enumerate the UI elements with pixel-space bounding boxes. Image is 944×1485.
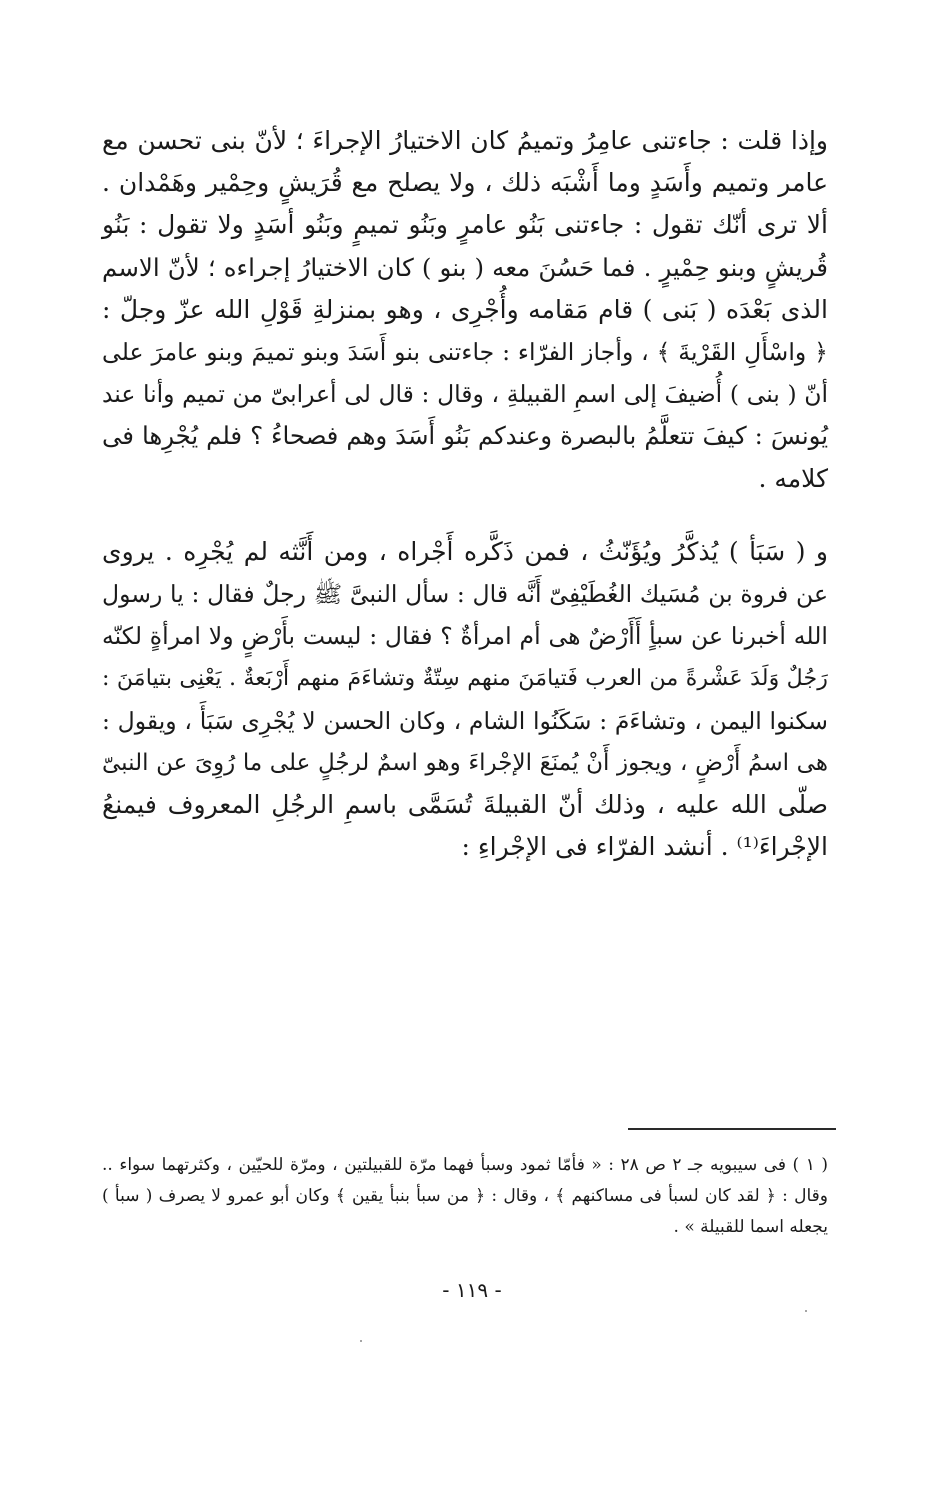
scan-speck [360,1340,362,1342]
scan-speck [805,1310,807,1312]
footnote-line: وقال : ﴿ لقد كان لسبأ فى مساكنهم ﴾ ، وقال : ﴿ من سبأ بنبأ يقين ﴾ وكان أبو عمرو لا يصرف ( سبأ ) [102,1186,828,1206]
text-line: كلامه . [758,463,828,493]
footnote [102,1150,828,1243]
page-number: - ١١٩ - [442,1278,502,1302]
text-line: ألا ترى أنّك تقول : جاءتنى بَنُو عامرٍ وبَنُو تميمٍ وبَنُو أسَدٍ ولا تقول : بَنُو [102,210,828,240]
text-line: الذى بَعْدَه ( بَنى ) قام مَقامه وأُجْرِى ، وهو بمنزلةِ قَوْلِ الله عزّ وجلّ : [102,294,828,324]
footnote-line: يجعله اسما للقبيلة » . [673,1217,828,1237]
text-line: وإذا قلت : جاءتنى عامِرُ وتميمُ كان الاختيارُ الإجراءَ ؛ لأنّ بنى تحسن مع [102,126,828,155]
text-line: يُونسَ : كيفَ تتعلَّمُ بالبصرة وعندكم بَنُو أَسَدَ وهم فصحاءُ ؟ فلم يُجْرِها فى [102,421,828,451]
main-text [102,120,828,868]
footnote-separator [628,1128,836,1130]
text-line: أنّ ( بنى ) أُضيفَ إلى اسمِ القبيلةِ ، وقال : قال لى أعرابىّ من تميم وأنا عند [102,380,828,409]
text-line: هى اسمُ أَرْضٍ ، ويجوز أَنْ يُمنَعَ الإجْراءَ وهو اسمٌ لرجُلٍ على ما رُوِىَ عن النبىّ [102,749,828,776]
text-line: عامر وتميم وأَسَدٍ وما أَشْبَه ذلك ، ولا يصلح مع قُرَيشٍ وحِمْير وهَمْدان . [102,168,828,198]
paragraph-gap [102,500,828,531]
paragraph-1 [102,120,828,500]
text-line: رَجُلٌ وَلَدَ عَشْرةً من العرب فَتيامَنَ منهم سِتّةٌ وتشاءَمَ منهم أَرْبَعةٌ . يَعْنِى بتيامَنَ : [102,665,828,692]
text-line: سكنوا اليمن ، وتشاءَمَ : سَكَنُوا الشام ، وكان الحسن لا يُجْرِى سَبَأَ ، ويقول : [102,706,828,735]
text-line: عن فروة بن مُسَيك الغُطَيْفِىّ أَنَّه قال : سأل النبىَّ ﷺ رجلٌ فقال : يا رسول [102,580,828,609]
text-line: و ( سَبَأ ) يُذكَّرُ ويُؤَنّثُ ، فمن ذَكَّره أَجْراه ، ومن أَنَّثه لم يُجْرِه . يروى [102,536,828,566]
footnote-line: ( ١ ) فى سيبويه جـ ٢ ص ٢٨ : « فأمّا ثمود وسبأ فهما مرّة للقبيلتين ، ومرّة للحيّين ، وكثرتهما سواء .. [102,1155,828,1175]
text-line: الله أخبرنا عن سبأٍ أَأَرْضٌ هى أم امرأةٌ ؟ فقال : ليست بأَرْضٍ ولا امرأةٍ لكنّه [102,622,828,651]
text-line: صلّى الله عليه ، وذلك أنّ القبيلةَ تُسَمَّى باسمِ الرجُلِ المعروف فيمنعُ [102,790,828,820]
paragraph-2 [102,531,828,869]
text-line: قُريشٍ وبنو حِمْيرٍ . فما حَسُنَ معه ( بنو ) كان الاختيارُ إجراءه ؛ لأنّ الاسم [102,252,828,282]
text-line: ﴿ واسْأَلِ القَرْيةَ ﴾ ، وأجاز الفرّاء : جاءتنى بنو أَسَدَ وبنو تميمَ وبنو عامرَ على [102,338,828,367]
text-line: الإجْراءَ⁽¹⁾ . أنشد الفرّاء فى الإجْراءِ : [461,832,828,862]
